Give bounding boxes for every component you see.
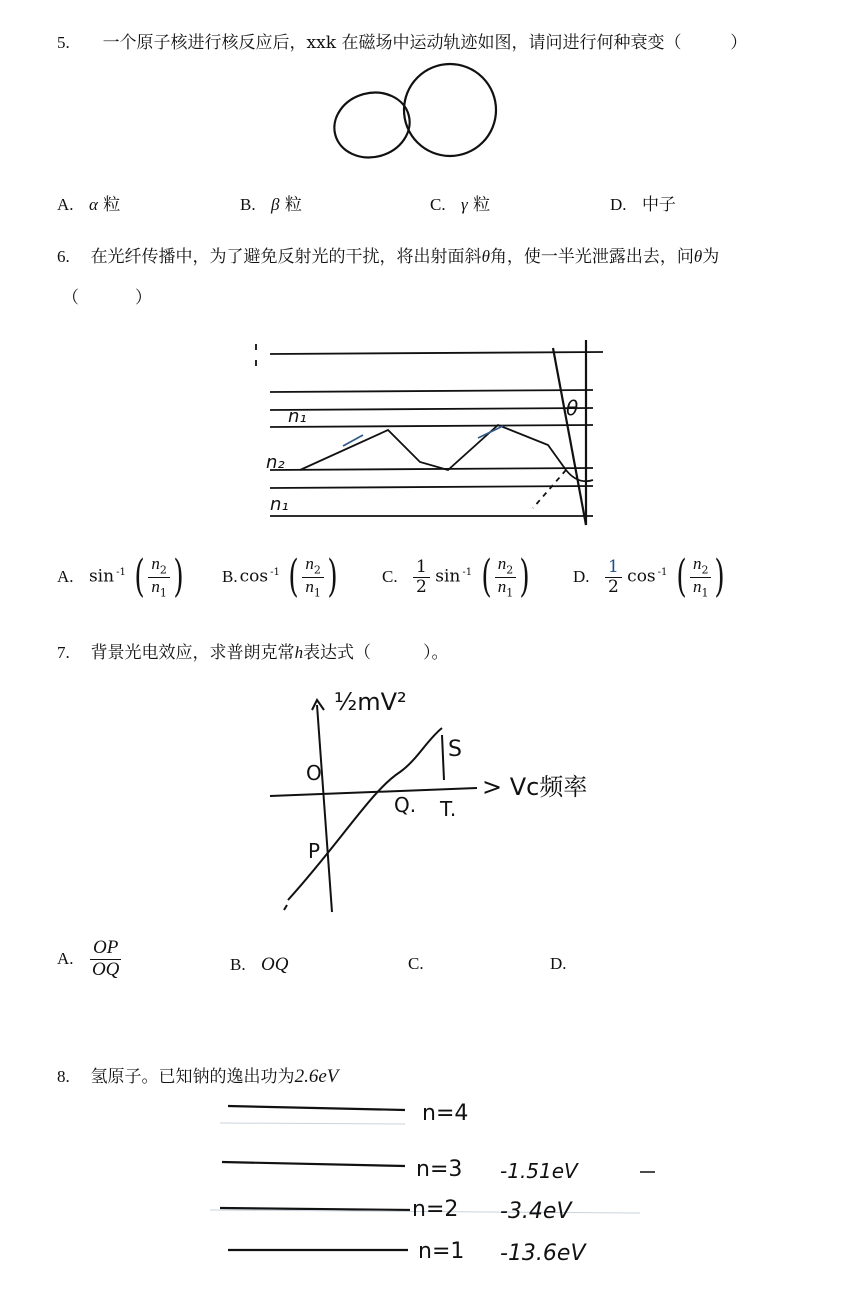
label-p: P — [308, 839, 321, 863]
label-n2: n₂ — [266, 452, 285, 473]
level-2-energy: -3.4eV — [500, 1199, 572, 1224]
label-t: T. — [440, 797, 457, 821]
question-7: 7. 背景光电效应，求普朗克常h表达式（ ）。 — [57, 643, 449, 663]
question-6-number: 6. — [57, 247, 70, 266]
q5-option-a[interactable]: A. α 粒 — [57, 195, 121, 215]
q5-option-c[interactable]: C. γ 粒 — [430, 195, 491, 215]
level-2-label: n=2 — [412, 1197, 459, 1222]
q5-option-b[interactable]: B. β 粒 — [240, 195, 302, 215]
q5-figure-trajectories — [320, 60, 510, 165]
label-theta: θ — [566, 396, 579, 420]
q6-option-d[interactable]: D. $\frac{1}{2}$ cos $^{-1}$ ( $\frac{n_2}{n_1}$ ) — [573, 551, 726, 602]
level-3-label: n=3 — [416, 1157, 463, 1182]
question-6-answer-paren: （ ） — [62, 288, 152, 308]
q7-option-d[interactable]: D. — [550, 954, 567, 973]
label-s: S — [448, 737, 462, 762]
q6-option-b[interactable]: B. cos $^{-1}$ ( $\frac{n_2}{n_1}$ ) — [222, 551, 338, 602]
q7-option-b[interactable]: B. OQ — [230, 954, 289, 975]
q6-option-a[interactable]: A. sin $^{-1}$ ( $\frac{n_2}{n_1}$ ) — [57, 551, 184, 602]
question-5-text: 一个原子核进行核反应后，xxk 在磁场中运动轨迹如图，请问进行何种衰变（ — [102, 33, 682, 53]
label-y-axis: ½mV² — [334, 688, 407, 716]
q6-figure-optical-fiber — [248, 330, 618, 530]
q7-option-a[interactable]: A. $\frac{OP}{OQ}$ — [57, 937, 120, 980]
question-8: 8. 氢原子。已知钠的逸出功为2.6eV — [57, 1066, 339, 1087]
q7-option-c[interactable]: C. — [408, 954, 424, 973]
label-o: O — [306, 761, 322, 785]
level-3-energy: -1.51eV — [500, 1159, 578, 1183]
question-8-number: 8. — [57, 1067, 70, 1086]
level-1-label: n=1 — [418, 1239, 465, 1264]
question-6: 6. 在光纤传播中，为了避免反射光的干扰，将出射面斜θ角，使一半光泄露出去，问θ为 — [57, 247, 720, 267]
label-n1-bottom: n₁ — [270, 494, 289, 515]
level-1-energy: -13.6eV — [500, 1241, 586, 1266]
question-5-paren-close: ） — [730, 33, 748, 53]
question-5-number: 5. — [57, 33, 70, 52]
question-5 — [57, 28, 747, 53]
label-x-axis: > Vc频率 — [482, 773, 588, 801]
label-n1-top: n₁ — [288, 406, 307, 427]
q6-option-c[interactable]: C. $\frac{1}{2}$ sin $^{-1}$ ( $\frac{n_2}{n_1}$ ) — [382, 551, 530, 602]
small-circle-trajectory — [327, 84, 417, 165]
q5-option-d[interactable]: D. 中子 — [610, 195, 676, 215]
q7-figure-photoelectric-graph — [262, 680, 632, 920]
large-circle-trajectory — [404, 64, 496, 156]
q8-figure-energy-levels — [200, 1090, 670, 1280]
question-7-number: 7. — [57, 643, 70, 662]
label-q: Q. — [394, 793, 417, 817]
level-4-label: n=4 — [422, 1101, 469, 1126]
